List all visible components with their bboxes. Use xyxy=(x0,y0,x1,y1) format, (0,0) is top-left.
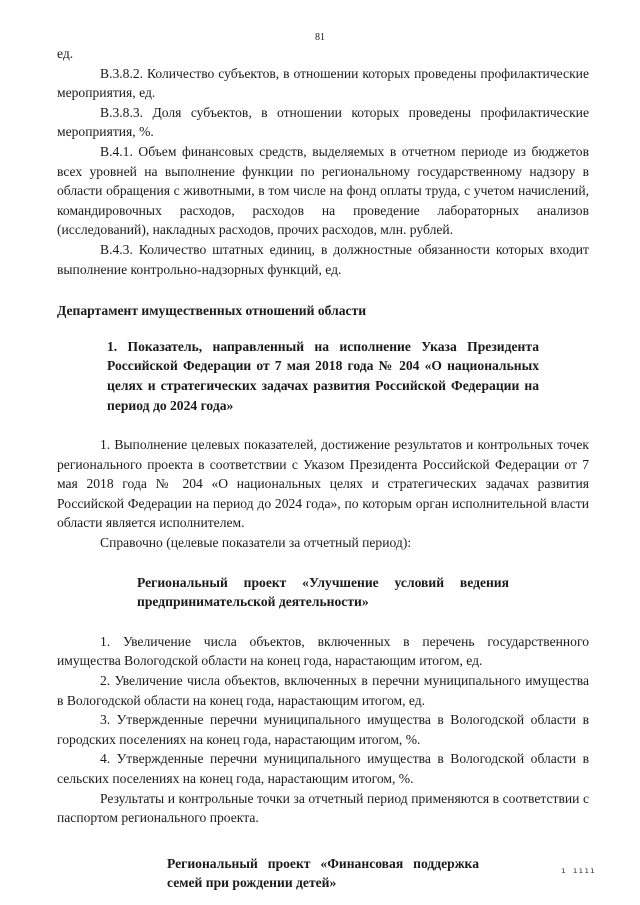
paragraph-reference: Справочно (целевые показатели за отчетный период): xyxy=(100,535,412,551)
paragraph-b382: В.3.8.2. Количество субъектов, в отношении которых проведены профилактические мероприятия, ед. xyxy=(57,65,589,101)
list-item-4: 4. Утвержденные перечни муниципального имущества в Вологодской области в сельских поселениях на конец года, нарастающим итогом, %. xyxy=(57,751,589,786)
paragraph-b41: В.4.1. Объем финансовых средств, выделяемых в отчетном периоде из бюджетов всех уровней на выполнение функции по региональному государственному надзору в области обращения с животными, в том числе на фонд оплаты труда, с учетом начислений, командировочных расходов, расходов на проведение лабораторных анализов (исследований), накладных расходов, прочих расходов, млн. рублей. xyxy=(57,143,589,238)
paragraph-results: Результаты и контрольные точки за отчетный период применяются в соответствии с паспортом регионального проекта. xyxy=(57,790,589,826)
page-number: 81 xyxy=(315,32,325,43)
department-heading: Департамент имущественных отношений области xyxy=(57,303,367,319)
list-item-3: 3. Утвержденные перечни муниципального имущества в Вологодской области в городских поселениях на конец года, нарастающим итогом, %. xyxy=(57,712,589,747)
paragraph-b43: В.4.3. Количество штатных единиц, в должностные обязанности которых входит выполнение контрольно-надзорных функций, ед. xyxy=(57,241,589,277)
project-heading-business: Региональный проект «Улучшение условий ведения предпринимательской деятельности» xyxy=(137,574,509,610)
document-body xyxy=(57,44,589,893)
paragraph-targets: 1. Выполнение целевых показателей, достижение результатов и контрольных точек регионального проекта в соответствии с Указом Президента Российской Федерации от 7 мая 2018 года № 204 «О национальных целях и стратегических задачах развития Российской Федерации на период до 2024 года», по которым орган исполнительной власти области является исполнителем. xyxy=(57,437,589,531)
paragraph-unit-tail: ед. xyxy=(57,46,74,61)
list-item-2: 2. Увеличение числа объектов, включенных в перечни муниципального имущества в Вологодской области на конец года, нарастающим итогом, ед. xyxy=(57,673,589,708)
scan-mark: ı ıııı xyxy=(561,866,596,875)
paragraph-b383: В.3.8.3. Доля субъектов, в отношении которых проведены профилактические мероприятия, %. xyxy=(57,104,589,140)
list-item-1: 1. Увеличение числа объектов, включенных в перечень государственного имущества Вологодской области на конец года, нарастающим итогом, ед. xyxy=(57,633,589,669)
indicator-heading: 1. Показатель, направленный на исполнение Указа Президента Российской Федерации от 7 мая 2018 года № 204 «О национальных целях и стратегических задачах развития Российской Федерации на период до 2024 года» xyxy=(107,338,539,413)
project-heading-family: Региональный проект «Финансовая поддержка семей при рождении детей» xyxy=(167,855,479,891)
